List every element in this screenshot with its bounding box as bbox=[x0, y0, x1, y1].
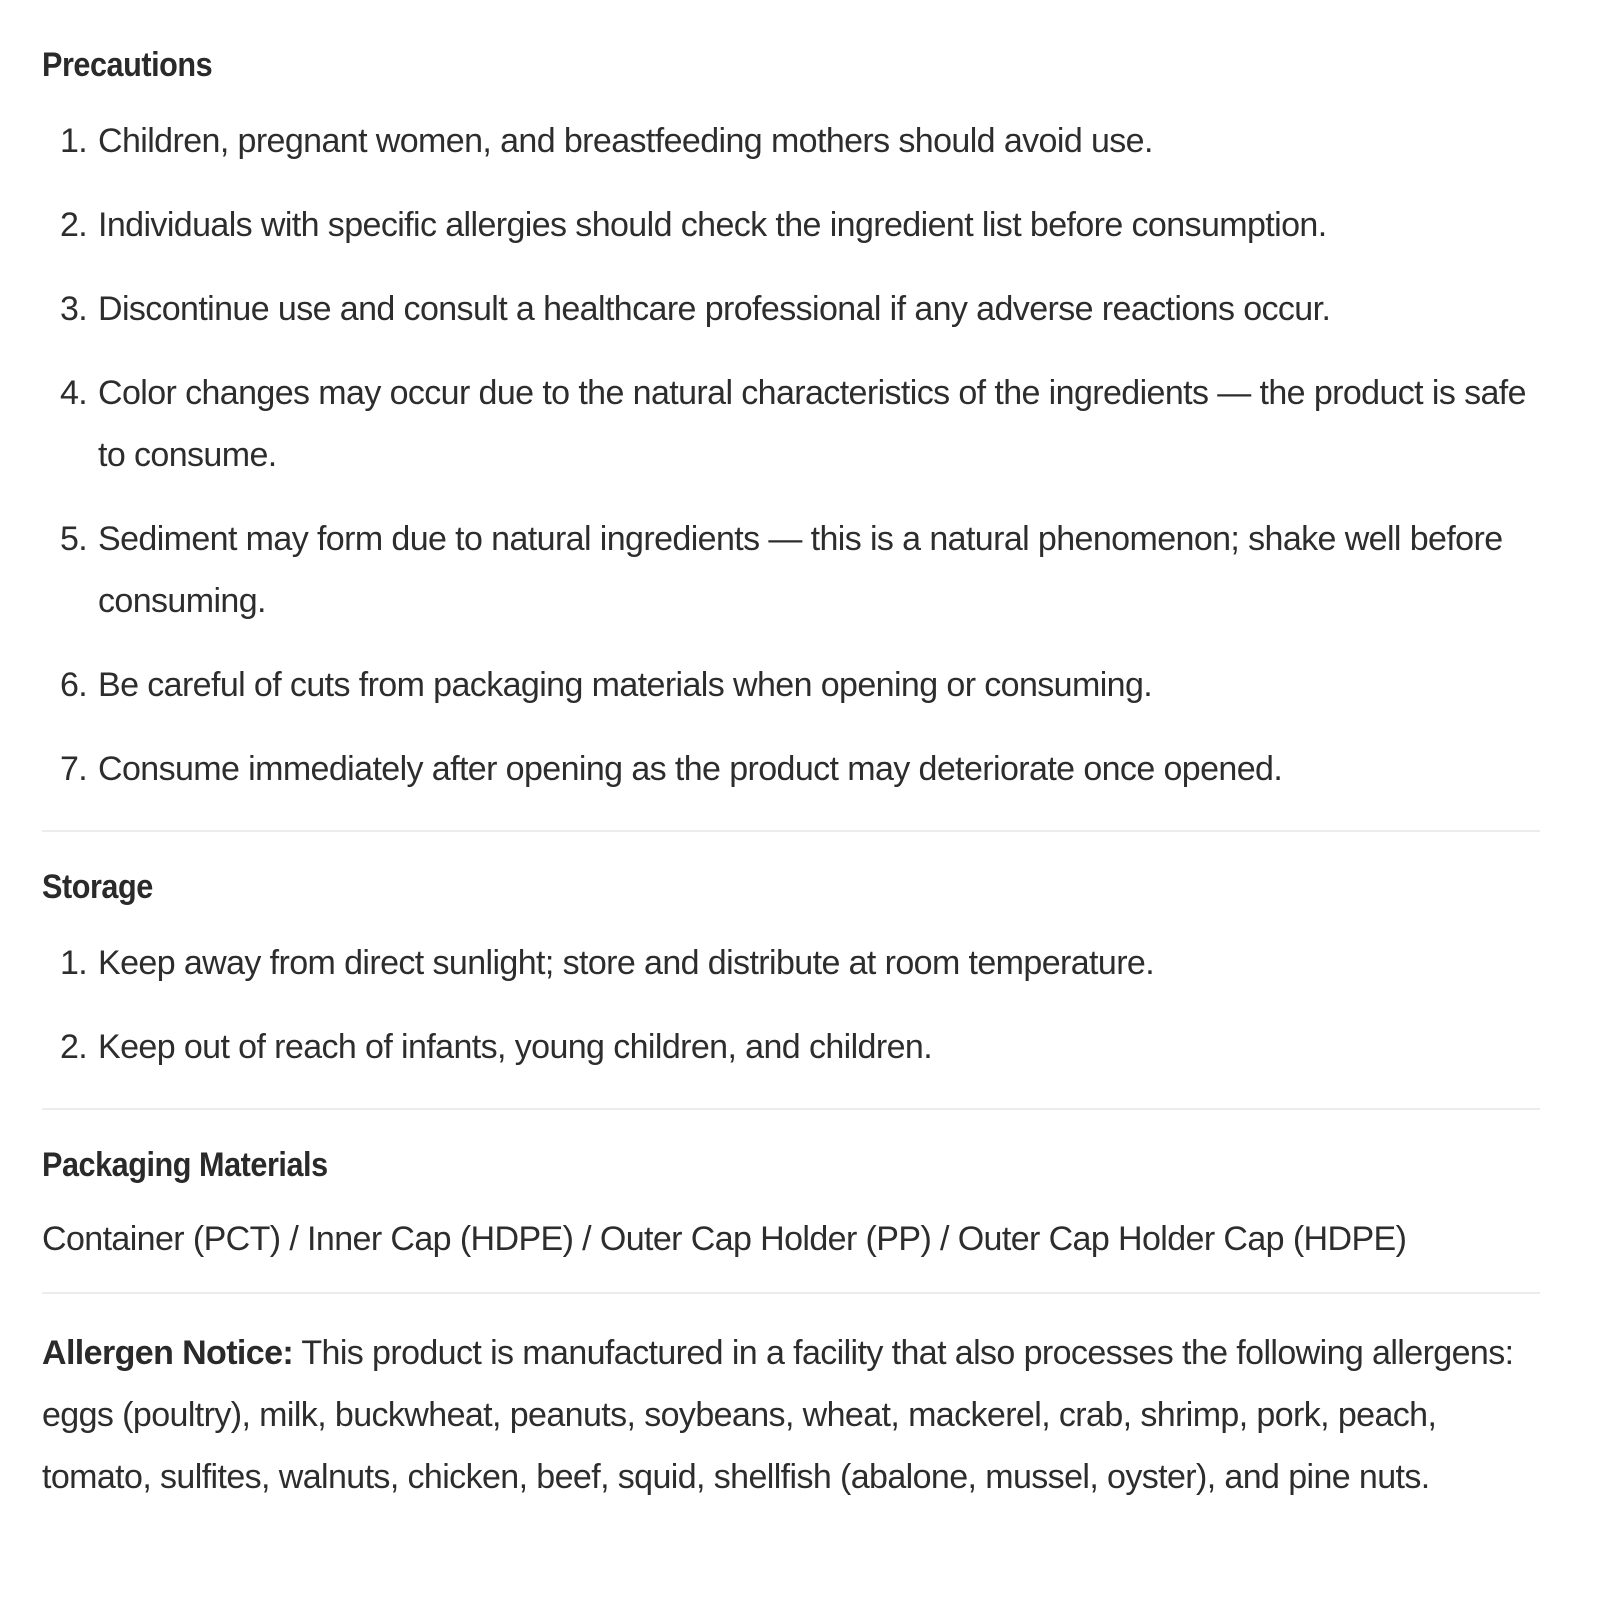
storage-list bbox=[42, 932, 1540, 1078]
precaution-number: 6. bbox=[60, 666, 88, 704]
allergen-section bbox=[42, 1294, 1540, 1508]
precaution-item-1 bbox=[42, 110, 1540, 172]
precautions-section bbox=[42, 40, 1540, 800]
storage-item-1 bbox=[42, 932, 1540, 994]
precaution-number: 7. bbox=[60, 750, 88, 788]
precaution-number: 3. bbox=[60, 290, 88, 328]
precaution-item-4 bbox=[42, 362, 1540, 486]
storage-text: Keep out of reach of infants, young children, and children. bbox=[98, 1028, 933, 1066]
precaution-number: 5. bbox=[60, 520, 88, 558]
precaution-text: Be careful of cuts from packaging materials when opening or consuming. bbox=[98, 666, 1153, 704]
storage-number: 1. bbox=[60, 944, 88, 982]
precautions-title: Precautions bbox=[42, 46, 213, 84]
packaging-section bbox=[42, 1110, 1540, 1270]
storage-title: Storage bbox=[42, 868, 153, 906]
precaution-number: 1. bbox=[60, 122, 88, 160]
precaution-item-6 bbox=[42, 654, 1540, 716]
precaution-number: 4. bbox=[60, 374, 88, 412]
precaution-text: Discontinue use and consult a healthcare professional if any adverse reactions occur. bbox=[98, 290, 1331, 328]
allergen-notice bbox=[42, 1322, 1540, 1508]
precaution-text: Sediment may form due to natural ingredients — this is a natural phenomenon; shake well before consuming. bbox=[98, 520, 1503, 620]
precaution-text: Consume immediately after opening as the product may deteriorate once opened. bbox=[98, 750, 1283, 788]
precaution-item-2 bbox=[42, 194, 1540, 256]
precaution-item-3 bbox=[42, 278, 1540, 340]
precaution-text: Individuals with specific allergies should check the ingredient list before consumption. bbox=[98, 206, 1327, 244]
precautions-list bbox=[42, 110, 1540, 800]
precaution-text: Children, pregnant women, and breastfeeding mothers should avoid use. bbox=[98, 122, 1153, 160]
precaution-number: 2. bbox=[60, 206, 88, 244]
precaution-text: Color changes may occur due to the natural characteristics of the ingredients — the product is safe to consume. bbox=[98, 374, 1526, 474]
storage-item-2 bbox=[42, 1016, 1540, 1078]
allergen-notice-text: This product is manufactured in a facility that also processes the following allergens: eggs (poultry), milk, buckwheat, peanuts, soybeans, wheat, mackerel, crab, shrimp, pork, peach, tomato, sulfites, walnuts, chicken, beef, squid, shellfish (abalone, mussel, oyster), and pine nuts. bbox=[42, 1334, 1514, 1496]
storage-text: Keep away from direct sunlight; store and distribute at room temperature. bbox=[98, 944, 1155, 982]
packaging-title: Packaging Materials bbox=[42, 1146, 328, 1184]
storage-number: 2. bbox=[60, 1028, 88, 1066]
packaging-materials-text: Container (PCT) / Inner Cap (HDPE) / Outer Cap Holder (PP) / Outer Cap Holder Cap (HDPE) bbox=[42, 1220, 1407, 1258]
precaution-item-5 bbox=[42, 508, 1540, 632]
storage-section bbox=[42, 832, 1540, 1078]
allergen-notice-label: Allergen Notice: bbox=[42, 1334, 294, 1372]
precaution-item-7 bbox=[42, 738, 1540, 800]
